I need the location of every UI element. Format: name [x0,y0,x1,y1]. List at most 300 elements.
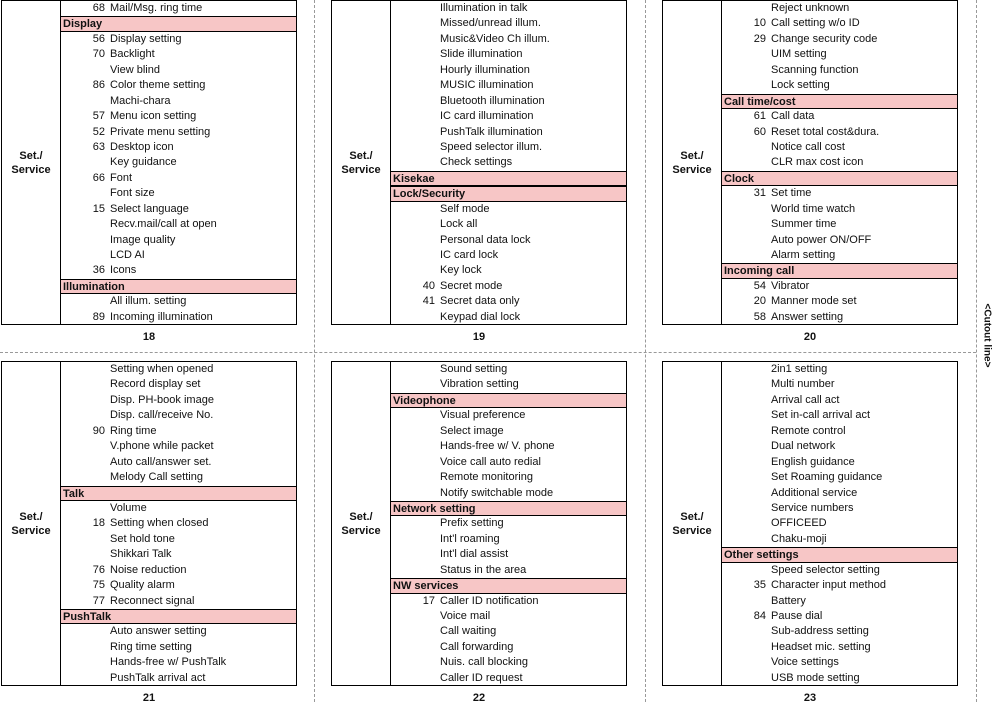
list-item [391,32,626,47]
side-label: Set./ Service [662,361,721,686]
item-number: 10 [753,17,766,30]
item-label: OFFICEED [771,517,827,530]
list-item [391,78,626,93]
list-item [61,655,296,670]
list-item [61,63,296,78]
item-label: Hourly illumination [440,63,530,76]
list-item [722,109,957,124]
item-label: Incoming illumination [110,310,213,323]
item-number: 90 [92,424,105,437]
item-label: Lock setting [771,79,830,92]
settings-card [1,361,297,686]
side-label: Set./ Service [662,0,721,325]
section-header [391,393,626,408]
item-label: Manner mode set [771,295,857,308]
list-item [722,486,957,501]
item-number: 52 [92,125,105,138]
list-item [391,63,626,78]
section-header [61,609,296,624]
list-item [391,1,626,16]
settings-card [1,0,297,325]
list-item [61,671,296,686]
item-label: Self mode [440,202,490,215]
item-label: Notify switchable mode [440,486,554,499]
section-header [722,171,957,186]
list-item [391,655,626,670]
item-label: Font [110,171,133,184]
section-title: Lock/Security [393,188,466,201]
item-label: Set time [771,187,812,200]
list-item [722,233,957,248]
settings-card [662,0,958,325]
list-item [391,624,626,639]
list-item [61,516,296,531]
item-label: Lock all [440,218,478,231]
section-title: Incoming call [724,265,795,278]
horizontal-cut-line [0,352,976,353]
side-label: Set./ Service [331,361,390,686]
settings-list [390,0,627,325]
item-number: 86 [92,79,105,92]
item-label: Vibration setting [440,378,519,391]
list-item [722,624,957,639]
list-item [722,393,957,408]
section-header [391,501,626,516]
list-item [61,362,296,377]
item-number: 17 [422,594,435,607]
list-item [722,655,957,670]
list-item [391,455,626,470]
item-number: 20 [753,295,766,308]
list-item [61,578,296,593]
list-item [722,439,957,454]
list-item [722,294,957,309]
item-label: Sound setting [440,363,508,375]
item-number: 75 [92,579,105,592]
list-item [61,624,296,639]
item-label: Voice call auto redial [440,455,541,468]
list-item [722,501,957,516]
item-label: Set in-call arrival act [771,409,871,422]
list-item [61,248,296,263]
section-title: NW services [393,580,459,593]
item-label: Caller ID request [440,671,523,684]
item-label: Answer setting [771,310,844,323]
item-label: Multi number [771,378,835,391]
item-label: Auto answer setting [110,625,207,638]
list-item [391,408,626,423]
list-item [391,609,626,624]
item-label: Keypad dial lock [440,310,521,323]
list-item [722,563,957,578]
item-label: Setting when opened [110,363,214,375]
list-item [61,640,296,655]
item-label: Notice call cost [771,140,845,153]
item-label: Bluetooth illumination [440,94,545,107]
item-label: Pause dial [771,610,823,622]
item-label: Call setting w/o ID [771,17,860,30]
settings-list [721,361,958,686]
item-label: Remote control [771,424,846,437]
item-number: 29 [753,32,766,45]
item-label: Battery [771,594,806,607]
list-item [61,32,296,47]
side-label: Set./ Service [1,361,60,686]
section-title: Call time/cost [724,95,796,108]
item-label: Set hold tone [110,532,175,545]
list-item [722,32,957,47]
list-item [722,16,957,31]
list-item [391,439,626,454]
page-number: 20 [803,331,817,343]
list-item [61,470,296,485]
item-label: Missed/unread illum. [440,17,541,30]
list-item [391,532,626,547]
list-item [61,78,296,93]
item-label: Key guidance [110,156,177,169]
list-item [61,439,296,454]
item-label: Set Roaming guidance [771,471,883,484]
list-item [722,279,957,294]
item-label: Reconnect signal [110,594,195,607]
item-label: Headset mic. setting [771,640,871,653]
list-item [722,217,957,232]
item-label: Image quality [110,233,176,246]
side-label: Set./ Service [331,0,390,325]
item-label: Call waiting [440,625,497,638]
settings-list [721,0,958,325]
list-item [391,640,626,655]
section-header [61,16,296,31]
list-item [391,516,626,531]
list-item [722,47,957,62]
list-item [391,486,626,501]
list-item [391,470,626,485]
item-label: Arrival call act [771,393,840,406]
list-item [61,125,296,140]
item-label: Int'l roaming [440,532,500,545]
item-label: Secret mode [440,279,503,292]
item-label: Disp. call/receive No. [110,409,214,422]
vertical-cut-line-2 [645,0,646,702]
item-label: Font size [110,187,155,200]
list-item [61,501,296,516]
item-label: Recv.mail/call at open [110,218,217,231]
list-item [722,516,957,531]
section-title: Kisekae [393,172,435,185]
item-number: 60 [753,125,766,138]
list-item [61,47,296,62]
list-item [391,233,626,248]
list-item [61,263,296,278]
item-label: Character input method [771,579,886,592]
item-number: 41 [422,295,435,308]
item-label: Private menu setting [110,125,211,138]
list-item [391,16,626,31]
list-item [391,310,626,325]
side-label: Set./ Service [1,0,60,325]
item-number: 18 [92,517,105,530]
item-label: Machi-chara [110,94,171,107]
list-item [391,671,626,686]
item-label: Key lock [440,264,482,277]
item-number: 70 [92,48,105,61]
item-label: Service numbers [771,501,854,514]
item-label: PushTalk illumination [440,125,543,138]
list-item [722,1,957,16]
item-number: 56 [92,32,105,45]
item-label: UIM setting [771,48,827,61]
list-item [722,455,957,470]
list-item [61,377,296,392]
item-number: 31 [753,187,766,200]
list-item [61,294,296,309]
cutout-line-label: <Cutout line> [981,303,993,368]
page-number: 23 [803,692,817,704]
list-item [61,532,296,547]
list-item [722,408,957,423]
item-label: Disp. PH-book image [110,393,214,406]
list-item [722,377,957,392]
item-label: Status in the area [440,563,527,576]
item-label: Melody Call setting [110,471,203,484]
item-label: World time watch [771,202,856,215]
list-item [391,109,626,124]
item-label: Auto power ON/OFF [771,233,872,246]
list-item [61,94,296,109]
list-item [722,362,957,377]
item-label: Auto call/answer set. [110,455,212,468]
vertical-cut-line-3 [976,0,977,702]
item-number: 77 [92,594,105,607]
item-label: Icons [110,264,137,277]
item-label: Call forwarding [440,640,514,653]
list-item [391,47,626,62]
item-number: 66 [92,171,105,184]
list-item [61,171,296,186]
list-item [391,279,626,294]
section-header [722,547,957,562]
item-label: Change security code [771,32,878,45]
item-label: Personal data lock [440,233,531,246]
item-label: V.phone while packet [110,440,214,453]
item-label: IC card illumination [440,110,534,123]
list-item [391,125,626,140]
item-number: 36 [92,264,105,277]
list-item [61,186,296,201]
list-item [61,455,296,470]
section-header [391,578,626,593]
item-label: IC card lock [440,249,499,261]
item-label: Speed selector illum. [440,140,543,153]
section-title: Display [63,18,103,31]
list-item [722,671,957,686]
item-label: Alarm setting [771,249,836,261]
item-number: 61 [753,110,766,123]
section-header [61,486,296,501]
item-label: Backlight [110,48,155,61]
section-header [722,263,957,278]
list-item [391,248,626,263]
list-item [391,294,626,309]
settings-list [390,361,627,686]
item-label: Check settings [440,156,513,169]
list-item [61,310,296,325]
section-header [391,186,626,201]
list-item [391,594,626,609]
list-item [722,310,957,325]
list-item [722,63,957,78]
item-label: CLR max cost icon [771,156,864,169]
item-label: Remote monitoring [440,471,533,484]
list-item [61,408,296,423]
settings-card [331,361,627,686]
item-label: Desktop icon [110,140,174,153]
list-item [391,94,626,109]
vertical-cut-line-1 [314,0,315,702]
list-item [391,155,626,170]
item-label: Voice mail [440,610,491,622]
list-item [722,640,957,655]
list-item [61,594,296,609]
item-label: Visual preference [440,409,526,422]
item-label: Secret data only [440,295,520,308]
item-label: Summer time [771,218,837,231]
item-label: Nuis. call blocking [440,656,529,669]
item-label: Illumination in talk [440,2,528,14]
page-number: 21 [142,692,156,704]
list-item [61,233,296,248]
settings-list [60,361,297,686]
item-number: 54 [753,279,766,292]
item-label: Display setting [110,32,182,45]
item-label: Record display set [110,378,201,391]
item-number: 57 [92,110,105,123]
item-label: Dual network [771,440,836,453]
item-label: PushTalk arrival act [110,671,206,684]
list-item [722,470,957,485]
item-label: Volume [110,501,147,514]
list-item [391,547,626,562]
item-label: Sub-address setting [771,625,869,638]
item-number: 63 [92,140,105,153]
list-item [61,155,296,170]
list-item [61,424,296,439]
settings-card [331,0,627,325]
item-label: Hands-free w/ PushTalk [110,656,227,669]
list-item [61,217,296,232]
section-title: Other settings [724,549,799,562]
item-label: Shikkari Talk [110,548,172,561]
list-item [722,186,957,201]
item-label: Additional service [771,486,858,499]
item-label: Select language [110,202,189,215]
section-title: Illumination [63,280,125,293]
page-number: 18 [142,331,156,343]
item-number: 15 [92,202,105,215]
list-item [391,263,626,278]
list-item [722,532,957,547]
list-item [722,155,957,170]
item-label: LCD AI [110,249,145,261]
list-item [61,1,296,16]
list-item [61,202,296,217]
item-label: Vibrator [771,279,810,292]
item-label: All illum. setting [110,295,187,308]
settings-list [60,0,297,325]
item-label: Scanning function [771,63,859,76]
item-number: 68 [92,2,105,14]
list-item [61,547,296,562]
section-header [61,279,296,294]
item-label: Chaku-moji [771,532,827,545]
item-label: Select image [440,424,504,437]
list-item [391,202,626,217]
item-label: Speed selector setting [771,563,880,576]
section-title: Videophone [393,394,456,407]
item-label: Ring time setting [110,640,192,653]
list-item [722,609,957,624]
item-label: Caller ID notification [440,594,539,607]
item-label: English guidance [771,455,855,468]
page-number: 22 [472,692,486,704]
list-item [391,140,626,155]
item-label: Int'l dial assist [440,548,509,561]
section-title: Clock [724,172,754,185]
list-item [722,140,957,155]
item-label: Prefix setting [440,517,504,530]
item-label: Slide illumination [440,48,523,61]
section-header [722,94,957,109]
item-label: Reject unknown [771,2,850,14]
list-item [391,217,626,232]
section-title: Talk [63,487,85,500]
item-label: USB mode setting [771,671,860,684]
item-label: 2in1 setting [771,363,828,375]
list-item [722,578,957,593]
item-label: Setting when closed [110,517,209,530]
item-label: Hands-free w/ V. phone [440,440,555,453]
item-label: Menu icon setting [110,110,197,123]
item-number: 40 [422,279,435,292]
list-item [391,424,626,439]
list-item [722,202,957,217]
list-item [722,248,957,263]
item-number: 35 [753,579,766,592]
section-header [391,171,626,186]
section-title: Network setting [393,502,476,515]
settings-card [662,361,958,686]
item-label: Color theme setting [110,79,206,92]
item-label: View blind [110,63,160,76]
list-item [391,377,626,392]
section-title: PushTalk [63,611,112,623]
list-item [391,362,626,377]
item-label: Reset total cost&dura. [771,125,880,138]
list-item [61,563,296,578]
item-label: Call data [771,110,815,123]
item-label: Voice settings [771,656,839,669]
list-item [722,424,957,439]
item-label: Ring time [110,424,157,437]
page-number: 19 [472,331,486,343]
list-item [391,563,626,578]
item-number: 84 [753,610,766,622]
list-item [722,78,957,93]
list-item [722,125,957,140]
item-number: 76 [92,563,105,576]
item-label: Mail/Msg. ring time [110,2,203,14]
